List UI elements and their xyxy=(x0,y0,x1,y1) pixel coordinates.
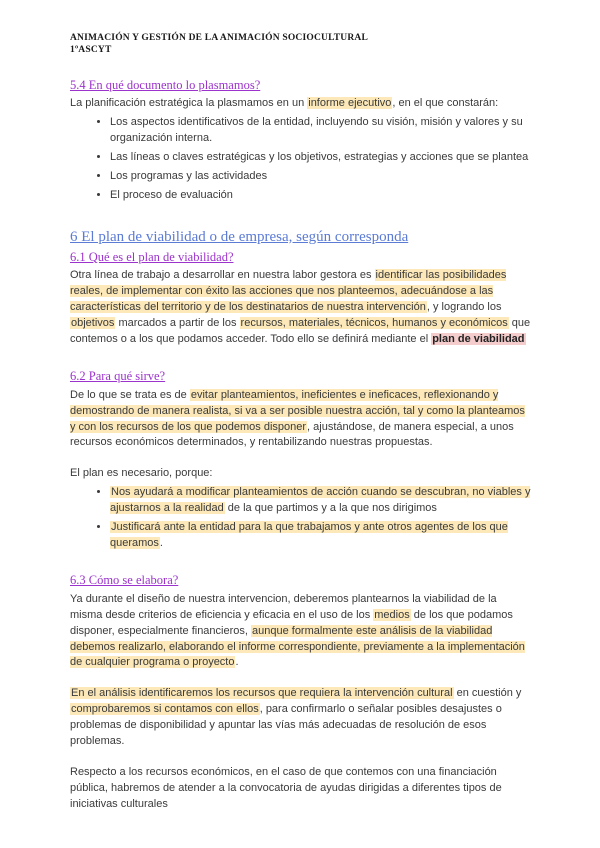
text-segment: marcados a partir de los xyxy=(115,317,240,330)
heading-6-1: 6.1 Qué es el plan de viabilidad? xyxy=(70,249,234,264)
text-segment: Otra línea de trabajo a desarrollar en nuestra labor gestora es xyxy=(70,269,375,282)
paragraph-6-3-a xyxy=(70,592,532,672)
text-segment: Las líneas o claves estratégicas y los objetivos, estrategias y acciones que se plantea xyxy=(110,151,529,164)
bullet-item xyxy=(110,485,532,517)
text-segment: , ajustándose, de manera especial, a unos recursos económicos determinados, y rentabilizando nuestras propuestas. xyxy=(70,420,514,449)
heading-5-4: 5.4 En qué documento lo plasmamos? xyxy=(70,77,261,92)
text-segment: El proceso de evaluación xyxy=(110,189,233,201)
text-segment: de la que partimos y a la que nos dirigimos xyxy=(224,502,437,515)
highlighted-text: plan de viabilidad xyxy=(432,333,525,346)
highlighted-text: objetivos xyxy=(71,317,115,330)
highlighted-text: recursos, materiales, técnicos, humanos y económicos xyxy=(240,317,508,330)
bullet-list-6-2 xyxy=(70,485,532,552)
highlighted-text: evitar planteamientos, ineficientes e ineficaces, reflexionando y demostrando de manera realista, si va a ser posible nuestra acción, tal y como la planteamos y con los recursos de los que podemos disponer xyxy=(70,388,525,433)
highlighted-text: identificar las posibilidades reales, de implementar con éxito las acciones que nos planteemos, adecuándose a las características del territorio y de los destinatarios de nuestra intervención xyxy=(70,269,507,314)
text-segment: . xyxy=(235,656,239,669)
text-segment: que contemos o a los que podamos acceder. Todo ello se definirá mediante el xyxy=(70,317,531,346)
text-segment: La planificación estratégica la plasmamos en un xyxy=(70,97,308,110)
heading-6-3: 6.3 Cómo se elabora? xyxy=(70,573,179,588)
paragraph-6-3-b xyxy=(70,686,532,750)
heading-6-2: 6.2 Para qué sirve? xyxy=(70,369,166,383)
text-segment: El plan es necesario, porque: xyxy=(70,467,213,480)
highlighted-text: informe ejecutivo xyxy=(308,97,392,110)
text-segment: , para confirmarlo o señalar posibles desajustes o problemas de disponibilidad y apuntar las vías más adecuadas de resolución de esos problemas. xyxy=(70,703,502,748)
bullet-item xyxy=(110,520,532,552)
highlighted-text: comprobaremos si contamos con ellos xyxy=(71,703,259,716)
highlighted-text: En el análisis identificaremos los recursos que requiera la intervención cultural xyxy=(71,687,453,700)
highlighted-text: aunque formalmente este análisis de la viabilidad debemos realizarlo, elaborando el informe correspondiente, previamente a la implementación de cualquier programa o proyecto xyxy=(70,624,525,669)
bullet-item xyxy=(110,115,532,147)
doc-header xyxy=(70,32,532,57)
doc-header-title: ANIMACIÓN Y GESTIÓN DE LA ANIMACIÓN SOCIOCULTURAL xyxy=(70,33,369,43)
document-content xyxy=(70,78,532,813)
text-segment: Respecto a los recursos económicos, en el caso de que contemos con una financiación pública, habremos de atender a la convocatoria de ayudas dirigidas a diferentes tipos de iniciativas culturales xyxy=(70,766,502,810)
paragraph-6-3-c xyxy=(70,765,532,813)
highlighted-text: medios xyxy=(374,608,410,621)
paragraph-5-4-intro xyxy=(70,96,532,112)
text-segment: Los aspectos identificativos de la entidad, incluyendo su visión, misión y valores y su organización interna. xyxy=(110,116,523,145)
paragraph-6-1 xyxy=(70,268,532,348)
bullet-item xyxy=(110,169,532,185)
bullet-item xyxy=(110,188,532,204)
text-segment: , y logrando los xyxy=(426,301,502,314)
text-segment: De lo que se trata es de xyxy=(70,388,190,401)
highlighted-text: Nos ayudará a modificar planteamientos de acción cuando se descubran, no viables y ajustarnos a la realidad xyxy=(110,486,531,515)
paragraph-plan-necesario xyxy=(70,466,532,482)
text-segment: Ya durante el diseño de nuestra intervencion, deberemos plantearnos la viabilidad de la misma desde criterios de eficiencia y eficacia en el uso de los xyxy=(70,592,497,621)
text-segment: , en el que constarán: xyxy=(392,97,499,110)
highlighted-text: Justificará ante la entidad para la que trabajamos y ante otros agentes de los que queramos xyxy=(110,521,508,550)
heading-6: 6 El plan de viabilidad o de empresa, según corresponda xyxy=(70,228,409,245)
text-segment: en cuestión y xyxy=(453,687,522,700)
text-segment: . xyxy=(159,537,163,550)
text-segment: de los que podamos disponer, especialmente financieros, xyxy=(70,608,513,637)
bullet-list-5-4 xyxy=(70,115,532,204)
text-segment: Los programas y las actividades xyxy=(110,170,268,183)
bullet-item xyxy=(110,150,532,166)
doc-header-course: 1ºASCYT xyxy=(70,45,112,56)
paragraph-6-2 xyxy=(70,388,532,452)
